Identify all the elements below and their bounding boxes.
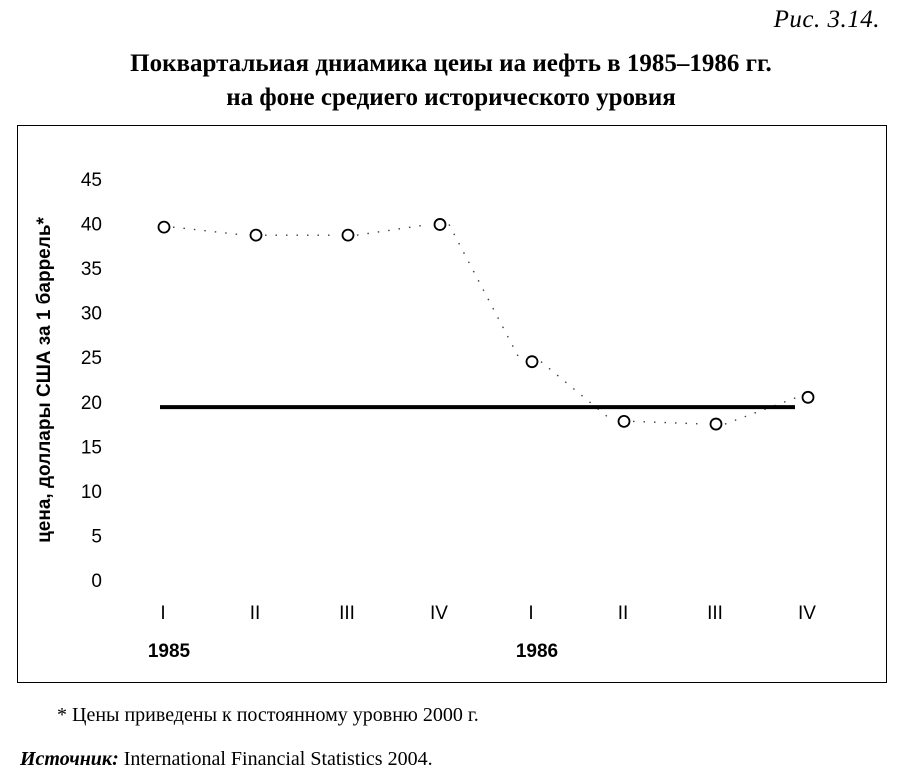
data-point (251, 230, 262, 241)
data-points (159, 219, 814, 430)
data-point (711, 419, 722, 430)
y-tick-label: 25 (80, 348, 102, 370)
x-tick-label: II (617, 603, 629, 624)
x-axis-ticks (160, 603, 816, 624)
y-tick-label: 10 (80, 481, 102, 503)
year-labels (148, 641, 558, 662)
x-tick-label: III (707, 603, 723, 624)
series-connector (541, 362, 613, 422)
y-tick-label: 20 (80, 392, 102, 414)
series-connector (725, 397, 797, 424)
source-label: Источник: (20, 748, 119, 770)
x-tick-label: II (249, 603, 261, 624)
y-tick-label: 5 (91, 526, 102, 548)
figure-number: Рис. 3.14. (773, 6, 880, 33)
data-point (435, 219, 446, 230)
x-tick-label: I (528, 603, 534, 624)
chart-title-line-2: на фоне средиего историческото уровия (226, 84, 676, 111)
data-point (619, 416, 630, 427)
y-tick-label: 45 (80, 170, 102, 191)
source-text: International Financial Statistics 2004. (118, 748, 433, 770)
data-point (159, 222, 170, 233)
data-point (343, 230, 354, 241)
series-connector (449, 224, 521, 361)
year-label: 1985 (147, 641, 191, 662)
series-connector (173, 227, 245, 235)
y-tick-label: 40 (80, 214, 102, 236)
series-connector (357, 224, 429, 235)
x-tick-label: IV (798, 603, 816, 624)
source-note (20, 748, 433, 771)
data-point (803, 392, 814, 403)
y-tick-label: 15 (80, 437, 102, 459)
y-tick-label: 0 (91, 571, 102, 592)
data-point (527, 356, 538, 367)
y-axis-ticks (81, 170, 102, 592)
series-connector (633, 421, 705, 424)
year-label: 1986 (515, 641, 559, 662)
y-tick-label: 30 (80, 303, 102, 325)
chart-title-line-1: Поквартальиая дниамика цеиы иа иефть в 1985–1986 гг. (130, 50, 772, 77)
x-tick-label: I (160, 603, 166, 624)
x-tick-label: III (339, 603, 355, 624)
y-tick-label: 35 (80, 259, 102, 281)
y-axis-label: цена, доллары США за 1 баррель* (34, 217, 55, 543)
footnote: * Цены приведены к постоянному уровню 2000 г. (57, 704, 479, 726)
x-tick-label: IV (430, 603, 448, 624)
